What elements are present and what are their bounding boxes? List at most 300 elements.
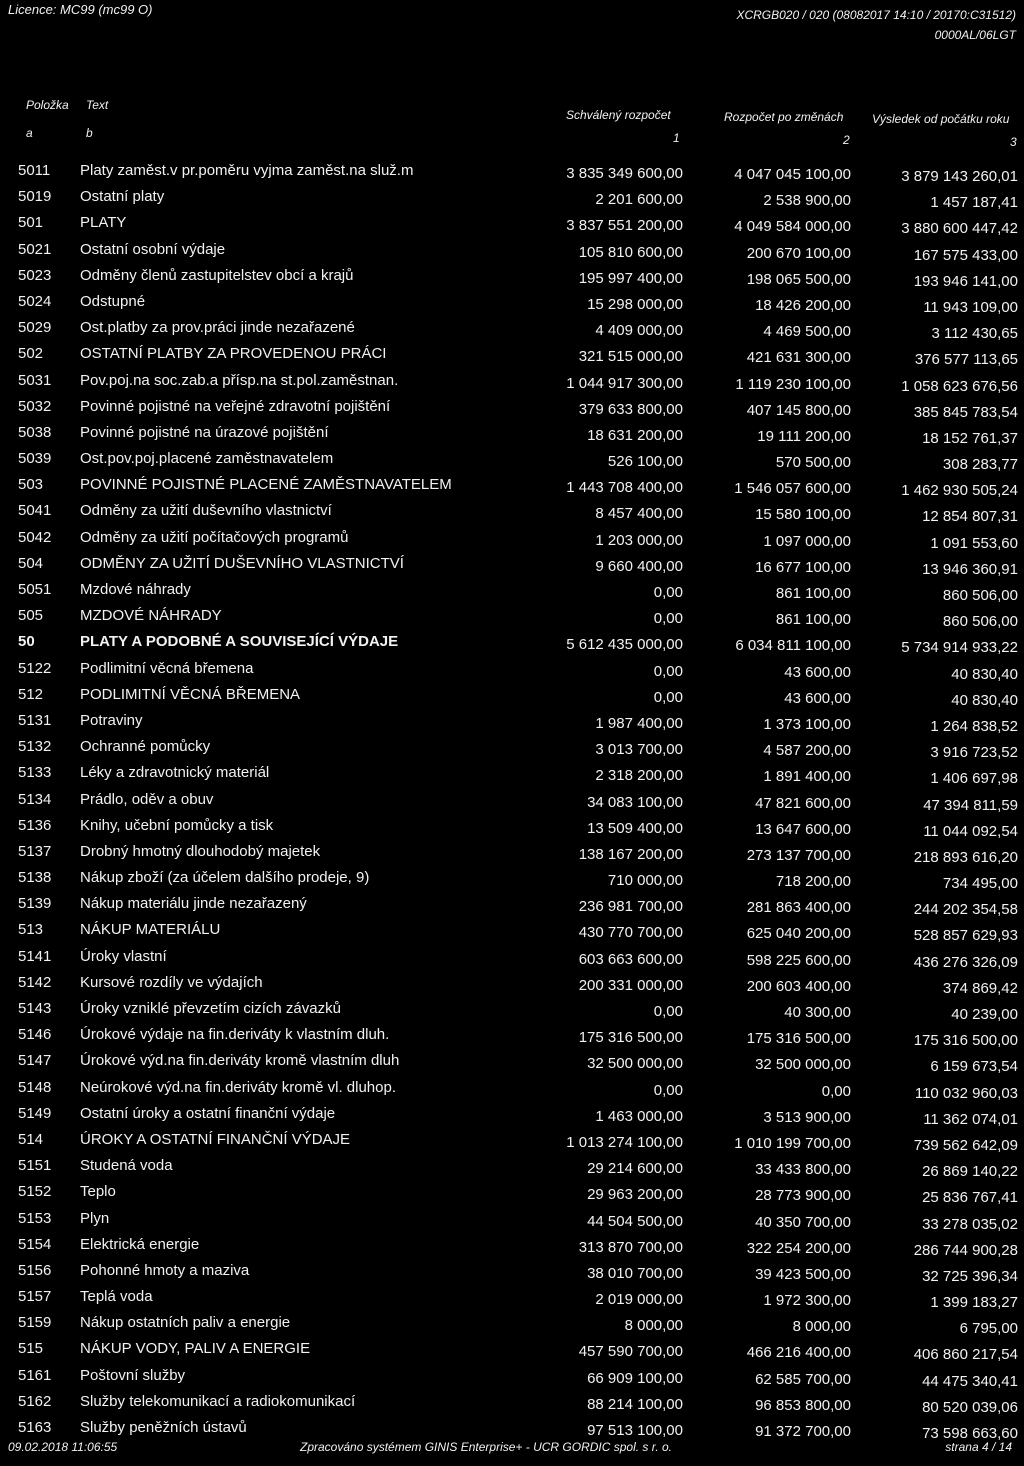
row-changed: 1 373 100,00 bbox=[763, 715, 851, 733]
table-row bbox=[0, 1415, 1024, 1441]
row-changed: 322 254 200,00 bbox=[746, 1239, 851, 1257]
row-approved: 29 214 600,00 bbox=[587, 1160, 683, 1178]
row-result: 1 406 697,98 bbox=[930, 770, 1018, 788]
table-row bbox=[0, 1022, 1024, 1048]
row-code: 5041 bbox=[18, 502, 52, 520]
row-result: 528 857 629,93 bbox=[913, 927, 1018, 945]
row-code: 5156 bbox=[18, 1261, 52, 1279]
table-row bbox=[0, 1258, 1024, 1284]
row-text: PLATY bbox=[80, 214, 127, 232]
row-code: 50 bbox=[18, 633, 35, 651]
table-row bbox=[0, 1310, 1024, 1336]
table-row bbox=[0, 603, 1024, 629]
column-header-item-sub: a bbox=[26, 126, 33, 140]
row-approved: 379 633 800,00 bbox=[578, 400, 683, 418]
row-text: Pohonné hmoty a maziva bbox=[80, 1261, 250, 1279]
row-result: 11 044 092,54 bbox=[923, 822, 1018, 840]
row-changed: 4 047 045 100,00 bbox=[734, 166, 851, 183]
row-code: 5122 bbox=[18, 659, 52, 677]
row-approved: 3 835 349 600,00 bbox=[566, 165, 683, 182]
table-row bbox=[0, 917, 1024, 943]
row-text: OSTATNÍ PLATBY ZA PROVEDENOU PRÁCI bbox=[80, 345, 387, 363]
row-result: 40 830,40 bbox=[951, 691, 1018, 709]
table-row bbox=[0, 315, 1024, 341]
row-approved: 1 443 708 400,00 bbox=[566, 479, 683, 497]
row-approved: 1 044 917 300,00 bbox=[566, 374, 683, 392]
row-code: 5133 bbox=[18, 764, 52, 782]
row-approved: 4 409 000,00 bbox=[595, 322, 683, 340]
row-text: Mzdové náhrady bbox=[80, 581, 191, 598]
row-changed: 407 145 800,00 bbox=[746, 401, 851, 419]
row-result: 47 394 811,59 bbox=[923, 796, 1018, 814]
column-header-changed-num: 2 bbox=[843, 133, 850, 147]
row-approved: 29 963 200,00 bbox=[587, 1186, 683, 1204]
row-result: 193 946 141,00 bbox=[913, 272, 1018, 290]
row-result: 1 264 838,52 bbox=[930, 717, 1018, 735]
row-code: 5154 bbox=[18, 1235, 52, 1253]
row-approved: 8 000,00 bbox=[624, 1317, 683, 1335]
row-text: Kursové rozdíly ve výdajích bbox=[80, 973, 263, 991]
row-result: 44 475 340,41 bbox=[922, 1372, 1018, 1390]
row-text: Platy zaměst.v pr.poměru vyjma zaměst.na služ.m bbox=[80, 162, 414, 179]
table-row bbox=[0, 1284, 1024, 1310]
row-changed: 96 853 800,00 bbox=[755, 1396, 851, 1414]
table-row bbox=[0, 708, 1024, 734]
row-changed: 39 423 500,00 bbox=[755, 1265, 851, 1283]
table-row bbox=[0, 1179, 1024, 1205]
table-row bbox=[0, 760, 1024, 786]
table-row bbox=[0, 1101, 1024, 1127]
row-code: 5152 bbox=[18, 1183, 52, 1201]
table-row bbox=[0, 996, 1024, 1022]
row-changed: 273 137 700,00 bbox=[746, 846, 851, 864]
row-code: 5163 bbox=[18, 1419, 52, 1436]
row-changed: 625 040 200,00 bbox=[746, 925, 851, 943]
row-changed: 4 469 500,00 bbox=[763, 323, 851, 341]
row-text: Prádlo, oděv a obuv bbox=[80, 790, 214, 808]
row-changed: 598 225 600,00 bbox=[746, 951, 851, 969]
row-code: 5051 bbox=[18, 581, 52, 598]
row-result: 6 795,00 bbox=[959, 1320, 1018, 1338]
row-code: 5141 bbox=[18, 947, 52, 965]
row-code: 5039 bbox=[18, 450, 52, 468]
row-changed: 861 100,00 bbox=[775, 585, 851, 602]
row-approved: 1 987 400,00 bbox=[595, 714, 683, 732]
row-text: Povinné pojistné na úrazové pojištění bbox=[80, 423, 329, 441]
row-text: Ostatní osobní výdaje bbox=[80, 240, 226, 258]
row-result: 13 946 360,91 bbox=[922, 560, 1018, 578]
table-row bbox=[0, 237, 1024, 263]
table-row bbox=[0, 184, 1024, 210]
row-result: 11 362 074,01 bbox=[923, 1110, 1018, 1128]
row-changed: 40 350 700,00 bbox=[755, 1213, 851, 1231]
column-header-result-num: 3 bbox=[1010, 135, 1017, 149]
row-code: 505 bbox=[18, 607, 44, 625]
licence-label: Licence: MC99 (mc99 O) bbox=[8, 2, 153, 17]
row-result: 5 734 914 933,22 bbox=[901, 639, 1018, 657]
row-approved: 0,00 bbox=[653, 584, 683, 601]
table-row bbox=[0, 420, 1024, 446]
row-text: Služby telekomunikací a radiokomunikací bbox=[80, 1392, 356, 1410]
row-text: Nákup ostatních paliv a energie bbox=[80, 1314, 291, 1332]
table-row bbox=[0, 368, 1024, 394]
row-approved: 5 612 435 000,00 bbox=[566, 636, 683, 654]
row-result: 110 032 960,03 bbox=[914, 1084, 1018, 1102]
row-approved: 2 201 600,00 bbox=[595, 191, 683, 209]
row-changed: 0,00 bbox=[821, 1082, 851, 1100]
row-code: 5149 bbox=[18, 1104, 52, 1122]
table-row bbox=[0, 734, 1024, 760]
row-text: ÚROKY A OSTATNÍ FINANČNÍ VÝDAJE bbox=[80, 1130, 351, 1148]
row-approved: 236 981 700,00 bbox=[578, 898, 683, 916]
row-code: 503 bbox=[18, 476, 44, 494]
table-row bbox=[0, 944, 1024, 970]
row-changed: 175 316 500,00 bbox=[746, 1030, 851, 1048]
row-result: 1 462 930 505,24 bbox=[901, 482, 1018, 500]
row-changed: 200 603 400,00 bbox=[746, 977, 851, 995]
row-text: MZDOVÉ NÁHRADY bbox=[80, 607, 222, 625]
row-text: Ost.pov.poj.placené zaměstnavatelem bbox=[80, 450, 334, 468]
row-changed: 8 000,00 bbox=[792, 1318, 851, 1336]
table-row bbox=[0, 970, 1024, 996]
row-changed: 43 600,00 bbox=[784, 689, 851, 707]
row-text: Ostatní platy bbox=[80, 188, 165, 206]
table-row bbox=[0, 787, 1024, 813]
row-result: 1 091 553,60 bbox=[930, 534, 1018, 552]
table-row bbox=[0, 472, 1024, 498]
footer-page: strana 4 / 14 bbox=[945, 1440, 1012, 1454]
row-text: Odměny členů zastupitelstev obcí a krajů bbox=[80, 266, 354, 284]
row-approved: 3 013 700,00 bbox=[595, 741, 683, 759]
row-result: 6 159 673,54 bbox=[930, 1058, 1018, 1076]
row-code: 5139 bbox=[18, 895, 52, 913]
row-approved: 2 318 200,00 bbox=[595, 767, 683, 785]
row-changed: 718 200,00 bbox=[775, 873, 851, 891]
row-code: 5137 bbox=[18, 842, 52, 860]
row-code: 5147 bbox=[18, 1052, 52, 1070]
row-approved: 526 100,00 bbox=[607, 453, 683, 471]
row-text: Odstupné bbox=[80, 292, 146, 310]
row-text: Ochranné pomůcky bbox=[80, 738, 211, 756]
column-header-text: Text bbox=[86, 98, 109, 112]
row-approved: 0,00 bbox=[653, 610, 683, 628]
row-changed: 33 433 800,00 bbox=[755, 1161, 851, 1179]
row-approved: 195 997 400,00 bbox=[578, 269, 683, 287]
row-changed: 200 670 100,00 bbox=[746, 244, 851, 262]
row-text: Pov.poj.na soc.zab.a přísp.na st.pol.zaměstnan. bbox=[80, 371, 399, 389]
row-result: 406 860 217,54 bbox=[913, 1346, 1018, 1364]
row-approved: 1 013 274 100,00 bbox=[566, 1133, 683, 1151]
row-approved: 0,00 bbox=[653, 1081, 683, 1099]
table-row bbox=[0, 656, 1024, 682]
row-approved: 430 770 700,00 bbox=[578, 924, 683, 942]
table-row bbox=[0, 289, 1024, 315]
row-code: 5162 bbox=[18, 1392, 52, 1410]
footer-date: 09.02.2018 11:06:55 bbox=[8, 1440, 118, 1454]
row-text: Potraviny bbox=[80, 711, 143, 729]
row-changed: 3 513 900,00 bbox=[763, 1108, 851, 1126]
row-approved: 18 631 200,00 bbox=[587, 426, 683, 444]
table-row bbox=[0, 1206, 1024, 1232]
row-result: 436 276 326,09 bbox=[913, 953, 1018, 971]
row-code: 5031 bbox=[18, 371, 52, 389]
row-result: 73 598 663,60 bbox=[922, 1425, 1018, 1442]
row-result: 244 202 354,58 bbox=[913, 901, 1018, 919]
row-text: Úroky vlastní bbox=[80, 947, 167, 965]
table-row bbox=[0, 551, 1024, 577]
table-row bbox=[0, 813, 1024, 839]
row-code: 5038 bbox=[18, 423, 52, 441]
row-approved: 8 457 400,00 bbox=[595, 505, 683, 523]
row-text: Teplo bbox=[80, 1183, 116, 1201]
row-approved: 1 463 000,00 bbox=[595, 1107, 683, 1125]
row-code: 5132 bbox=[18, 738, 52, 756]
row-result: 32 725 396,34 bbox=[922, 1267, 1018, 1285]
row-approved: 603 663 600,00 bbox=[578, 950, 683, 968]
row-text: NÁKUP MATERIÁLU bbox=[80, 921, 221, 939]
table-row bbox=[0, 1232, 1024, 1258]
row-code: 5131 bbox=[18, 711, 52, 729]
row-result: 33 278 035,02 bbox=[922, 1215, 1018, 1233]
row-result: 26 869 140,22 bbox=[922, 1163, 1018, 1181]
row-result: 25 836 767,41 bbox=[922, 1189, 1018, 1207]
row-code: 5024 bbox=[18, 292, 52, 310]
row-text: Podlimitní věcná břemena bbox=[80, 659, 254, 677]
row-code: 515 bbox=[18, 1340, 44, 1358]
row-result: 175 316 500,00 bbox=[913, 1032, 1018, 1050]
row-changed: 19 111 200,00 bbox=[757, 427, 851, 445]
row-approved: 15 298 000,00 bbox=[587, 295, 683, 313]
report-subcode: 0000AL/06LGT bbox=[934, 28, 1016, 42]
row-changed: 43 600,00 bbox=[784, 663, 851, 681]
column-header-text-sub: b bbox=[86, 126, 93, 140]
row-approved: 321 515 000,00 bbox=[578, 348, 683, 366]
row-text: Služby peněžních ústavů bbox=[80, 1419, 247, 1436]
row-approved: 97 513 100,00 bbox=[587, 1422, 683, 1439]
row-approved: 9 660 400,00 bbox=[595, 557, 683, 575]
row-text: Odměny za užití duševního vlastnictví bbox=[80, 502, 332, 520]
row-code: 512 bbox=[18, 685, 44, 703]
row-code: 5023 bbox=[18, 266, 52, 284]
row-changed: 32 500 000,00 bbox=[755, 1056, 851, 1074]
row-result: 1 457 187,41 bbox=[930, 194, 1018, 212]
row-changed: 15 580 100,00 bbox=[755, 506, 851, 524]
row-code: 5153 bbox=[18, 1209, 52, 1227]
column-header-approved-num: 1 bbox=[673, 131, 680, 145]
row-code: 5042 bbox=[18, 528, 52, 546]
row-code: 5011 bbox=[18, 162, 51, 179]
row-approved: 88 214 100,00 bbox=[587, 1395, 683, 1413]
row-result: 308 283,77 bbox=[942, 456, 1018, 474]
table-row bbox=[0, 1363, 1024, 1389]
table-row bbox=[0, 1048, 1024, 1074]
report-code: XCRGB020 / 020 (08082017 14:10 / 20170:C31512) bbox=[736, 8, 1016, 22]
row-approved: 1 203 000,00 bbox=[595, 531, 683, 549]
table-row bbox=[0, 1127, 1024, 1153]
row-text: Knihy, učební pomůcky a tisk bbox=[80, 816, 274, 834]
row-changed: 2 538 900,00 bbox=[763, 192, 851, 210]
row-result: 40 239,00 bbox=[951, 1006, 1018, 1023]
row-code: 5157 bbox=[18, 1288, 52, 1306]
row-result: 11 943 109,00 bbox=[923, 298, 1018, 316]
row-approved: 138 167 200,00 bbox=[578, 845, 683, 863]
row-approved: 710 000,00 bbox=[607, 872, 683, 890]
row-text: Studená voda bbox=[80, 1157, 173, 1175]
row-result: 12 854 807,31 bbox=[922, 508, 1018, 526]
row-text: Drobný hmotný dlouhodobý majetek bbox=[80, 842, 321, 860]
row-result: 18 152 761,37 bbox=[922, 429, 1018, 447]
row-result: 3 880 600 447,42 bbox=[901, 220, 1018, 238]
row-text: Léky a zdravotnický materiál bbox=[80, 764, 270, 782]
row-code: 513 bbox=[18, 921, 44, 939]
table-row bbox=[0, 210, 1024, 236]
table-row bbox=[0, 577, 1024, 603]
row-text: PLATY A PODOBNÉ A SOUVISEJÍCÍ VÝDAJE bbox=[80, 633, 399, 651]
row-result: 734 495,00 bbox=[942, 875, 1018, 893]
table-row bbox=[0, 629, 1024, 655]
row-result: 218 893 616,20 bbox=[913, 848, 1018, 866]
row-approved: 200 331 000,00 bbox=[578, 976, 683, 994]
row-changed: 421 631 300,00 bbox=[746, 349, 851, 367]
row-result: 80 520 039,06 bbox=[922, 1398, 1018, 1416]
row-changed: 198 065 500,00 bbox=[746, 270, 851, 288]
footer-system: Zpracováno systémem GINIS Enterprise+ - UCR GORDIC spol. s r. o. bbox=[300, 1440, 672, 1454]
row-changed: 91 372 700,00 bbox=[755, 1423, 851, 1440]
row-result: 3 112 430,65 bbox=[931, 325, 1018, 343]
table-row bbox=[0, 1153, 1024, 1179]
row-code: 5151 bbox=[18, 1157, 52, 1175]
row-changed: 281 863 400,00 bbox=[746, 899, 851, 917]
row-approved: 38 010 700,00 bbox=[587, 1264, 683, 1282]
row-approved: 2 019 000,00 bbox=[595, 1291, 683, 1309]
row-approved: 3 837 551 200,00 bbox=[566, 217, 683, 235]
row-text: Povinné pojistné na veřejné zdravotní pojištění bbox=[80, 397, 391, 415]
row-result: 167 575 433,00 bbox=[913, 246, 1018, 264]
row-result: 385 845 783,54 bbox=[913, 403, 1018, 421]
row-approved: 66 909 100,00 bbox=[587, 1369, 683, 1387]
row-approved: 175 316 500,00 bbox=[578, 1029, 683, 1047]
table-row bbox=[0, 1075, 1024, 1101]
row-approved: 0,00 bbox=[653, 688, 683, 706]
row-changed: 1 119 230 100,00 bbox=[735, 375, 851, 393]
row-text: PODLIMITNÍ VĚCNÁ BŘEMENA bbox=[80, 685, 301, 703]
row-result: 376 577 113,65 bbox=[914, 351, 1018, 369]
row-code: 5138 bbox=[18, 869, 52, 887]
row-code: 5143 bbox=[18, 1000, 52, 1017]
row-code: 5142 bbox=[18, 973, 52, 991]
row-approved: 0,00 bbox=[653, 1003, 683, 1020]
row-code: 5161 bbox=[18, 1366, 52, 1384]
row-text: Odměny za užití počítačových programů bbox=[80, 528, 349, 546]
row-result: 860 506,00 bbox=[942, 613, 1018, 631]
table-row bbox=[0, 1336, 1024, 1362]
row-code: 5029 bbox=[18, 319, 52, 337]
row-code: 502 bbox=[18, 345, 44, 363]
row-text: Ostatní úroky a ostatní finanční výdaje bbox=[80, 1104, 336, 1122]
table-row bbox=[0, 394, 1024, 420]
row-text: Úrokové výdaje na fin.deriváty k vlastním dluh. bbox=[80, 1026, 390, 1044]
row-code: 5134 bbox=[18, 790, 52, 808]
table-row bbox=[0, 446, 1024, 472]
row-code: 5021 bbox=[18, 240, 52, 258]
row-changed: 16 677 100,00 bbox=[755, 558, 851, 576]
row-text: Nákup zboží (za účelem dalšího prodeje, 9) bbox=[80, 869, 370, 887]
row-changed: 13 647 600,00 bbox=[755, 820, 851, 838]
row-result: 40 830,40 bbox=[951, 665, 1018, 683]
row-result: 739 562 642,09 bbox=[913, 1136, 1018, 1154]
row-changed: 62 585 700,00 bbox=[755, 1370, 851, 1388]
row-code: 501 bbox=[18, 214, 44, 232]
table-row bbox=[0, 839, 1024, 865]
row-approved: 0,00 bbox=[653, 662, 683, 680]
column-header-result: Výsledek od počátku roku bbox=[872, 112, 1010, 126]
row-changed: 570 500,00 bbox=[775, 454, 851, 472]
column-header-item: Položka bbox=[26, 98, 69, 112]
row-text: POVINNÉ POJISTNÉ PLACENÉ ZAMĚSTNAVATELEM bbox=[80, 476, 452, 494]
row-changed: 4 587 200,00 bbox=[763, 742, 851, 760]
row-approved: 457 590 700,00 bbox=[578, 1343, 683, 1361]
row-result: 1 058 623 676,56 bbox=[901, 377, 1018, 395]
row-changed: 1 972 300,00 bbox=[763, 1292, 851, 1310]
row-approved: 34 083 100,00 bbox=[587, 793, 683, 811]
column-header-changed: Rozpočet po změnách bbox=[724, 110, 844, 124]
row-changed: 466 216 400,00 bbox=[746, 1344, 851, 1362]
row-result: 3 916 723,52 bbox=[930, 744, 1018, 762]
row-text: Úrokové výd.na fin.deriváty kromě vlastním dluh bbox=[80, 1052, 400, 1070]
row-changed: 1 097 000,00 bbox=[763, 532, 851, 550]
row-changed: 28 773 900,00 bbox=[755, 1187, 851, 1205]
row-text: Neúrokové výd.na fin.deriváty kromě vl. dluhop. bbox=[80, 1078, 396, 1096]
table-row bbox=[0, 865, 1024, 891]
row-code: 514 bbox=[18, 1130, 44, 1148]
row-changed: 18 426 200,00 bbox=[755, 296, 851, 314]
row-changed: 1 891 400,00 bbox=[763, 768, 851, 786]
column-header-approved: Schválený rozpočet bbox=[566, 108, 671, 122]
row-text: Úroky vzniklé převzetím cizích závazků bbox=[80, 1000, 341, 1017]
table-row bbox=[0, 891, 1024, 917]
row-text: NÁKUP VODY, PALIV A ENERGIE bbox=[80, 1340, 311, 1358]
row-code: 5146 bbox=[18, 1026, 52, 1044]
row-code: 5032 bbox=[18, 397, 52, 415]
row-result: 860 506,00 bbox=[942, 587, 1018, 604]
row-text: Elektrická energie bbox=[80, 1235, 200, 1253]
row-code: 5159 bbox=[18, 1314, 52, 1332]
budget-table bbox=[0, 158, 1024, 1441]
row-text: Plyn bbox=[80, 1209, 110, 1227]
table-row bbox=[0, 525, 1024, 551]
table-row bbox=[0, 682, 1024, 708]
row-approved: 105 810 600,00 bbox=[578, 243, 683, 261]
row-text: Nákup materiálu jinde nezařazený bbox=[80, 895, 307, 913]
table-row bbox=[0, 341, 1024, 367]
row-code: 5136 bbox=[18, 816, 52, 834]
row-approved: 44 504 500,00 bbox=[587, 1212, 683, 1230]
row-code: 5148 bbox=[18, 1078, 52, 1096]
row-changed: 1 010 199 700,00 bbox=[734, 1134, 851, 1152]
row-result: 374 869,42 bbox=[942, 979, 1018, 997]
row-changed: 1 546 057 600,00 bbox=[734, 480, 851, 498]
row-result: 3 879 143 260,01 bbox=[901, 168, 1018, 185]
row-approved: 32 500 000,00 bbox=[587, 1055, 683, 1073]
row-code: 5019 bbox=[18, 188, 52, 206]
row-changed: 40 300,00 bbox=[784, 1004, 851, 1021]
row-text: Ost.platby za prov.práci jinde nezařazené bbox=[80, 319, 355, 337]
row-changed: 861 100,00 bbox=[775, 611, 851, 629]
table-row bbox=[0, 498, 1024, 524]
table-row bbox=[0, 1389, 1024, 1415]
row-approved: 313 870 700,00 bbox=[578, 1238, 683, 1256]
row-text: Teplá voda bbox=[80, 1288, 153, 1306]
